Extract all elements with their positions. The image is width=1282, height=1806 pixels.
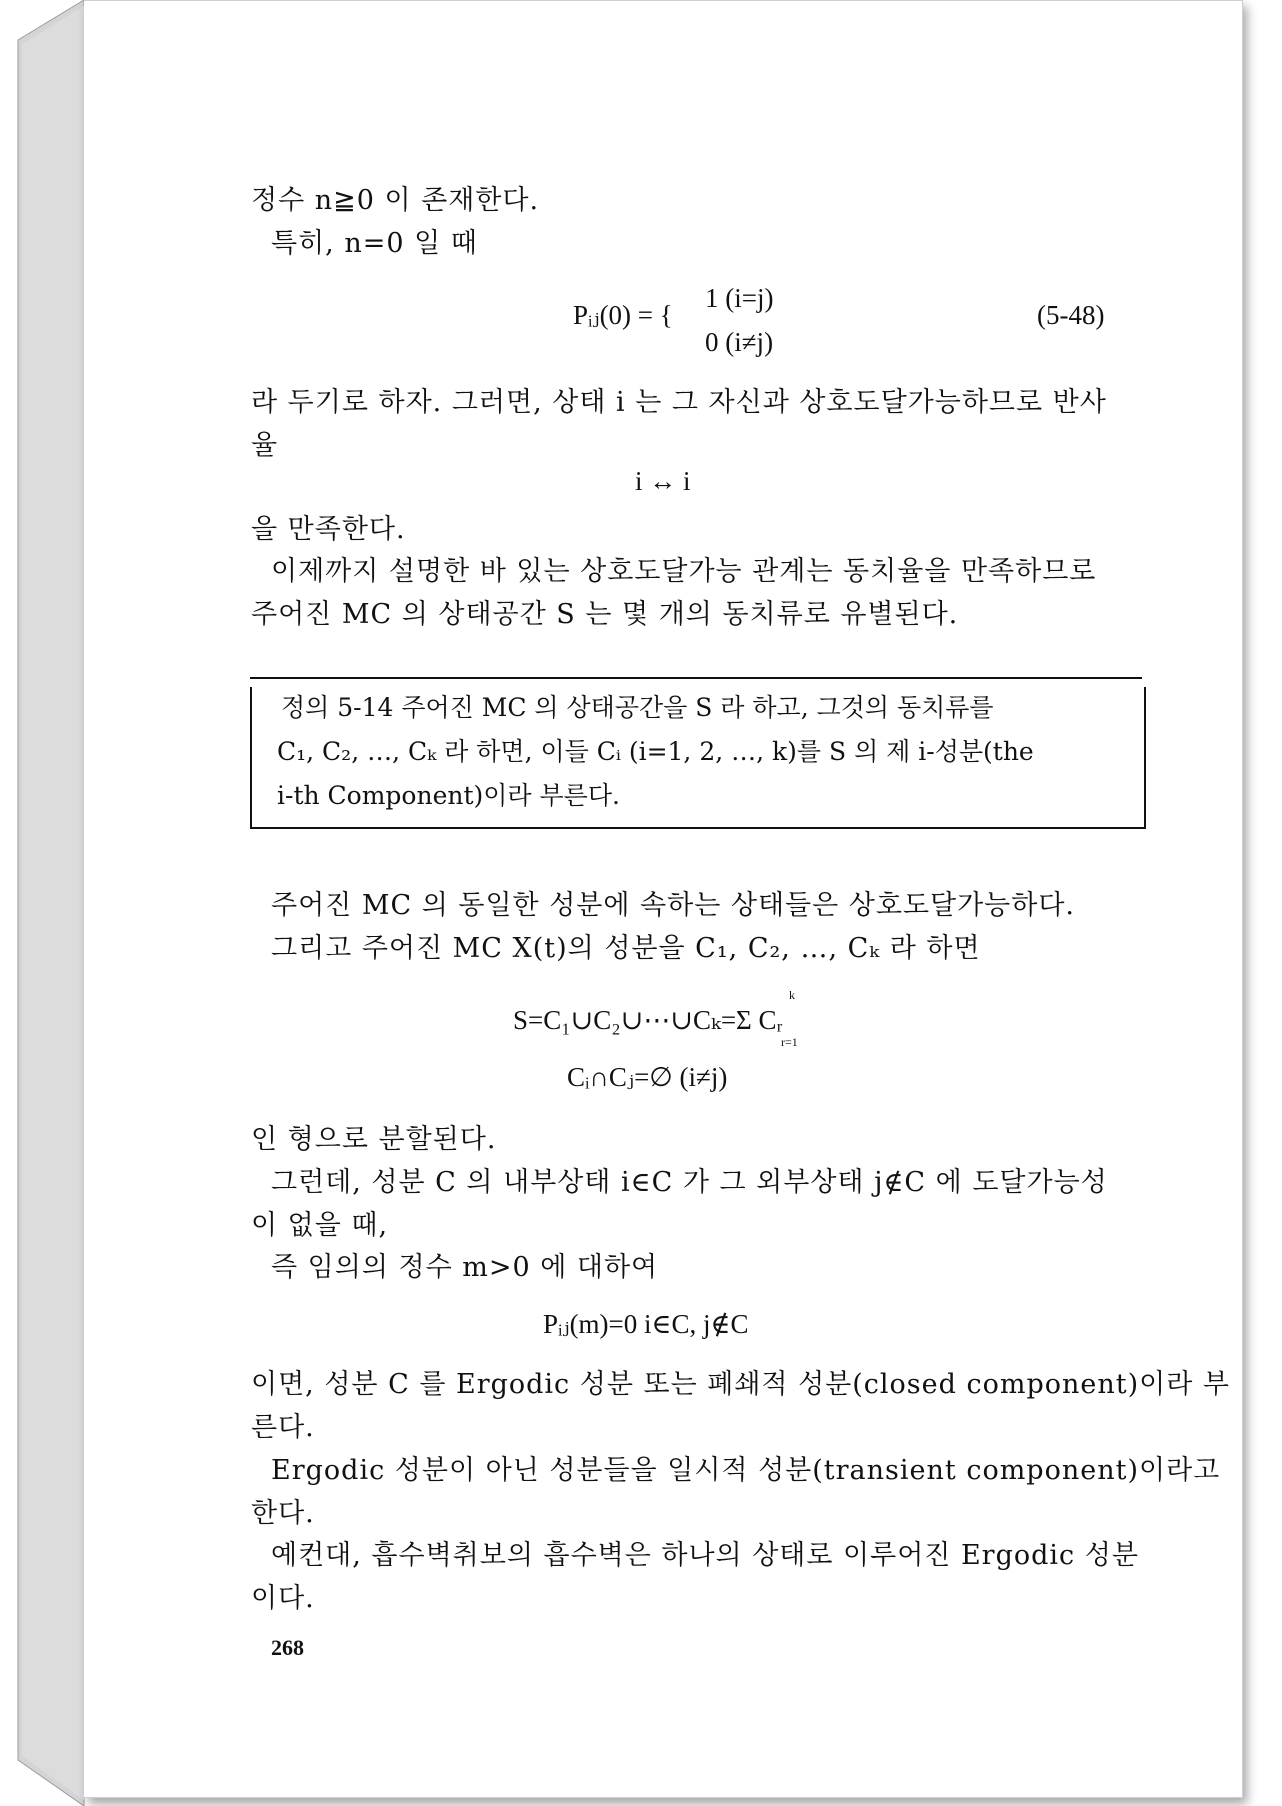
equation-closed-component: Pᵢⱼ(m)=0 i∈C, j∉C [543, 1309, 749, 1339]
text-line-17: 한다. [251, 1498, 315, 1529]
equation-5-48-case-1: 1 (i=j) [705, 283, 774, 313]
definition-box [250, 677, 1142, 829]
equation-disjoint: Cᵢ∩Cⱼ=∅ (i≠j) [567, 1062, 728, 1092]
text-line-10: 인 형으로 분할된다. [251, 1124, 497, 1155]
equation-5-48-lhs: Pᵢⱼ(0) = { [573, 300, 673, 330]
sum-upper-limit: k [789, 988, 795, 1002]
page-number: 268 [271, 1635, 304, 1660]
text-line-6: 이제까지 설명한 바 있는 상호도달가능 관계는 동치율을 만족하므로 [271, 556, 1097, 587]
sum-lower-limit: r=1 [781, 1035, 798, 1049]
text-line-3: 라 두기로 하자. 그러면, 상태 i 는 그 자신과 상호도달가능하므로 반사 [251, 387, 1107, 418]
equation-partition: S=C₁∪C₂∪⋯∪Cₖ=Σ Cᵣ [513, 1005, 783, 1035]
text-line-18: 예컨대, 흡수벽취보의 흡수벽은 하나의 상태로 이루어진 Ergodic 성분 [271, 1540, 1139, 1571]
definition-line-1: 정의 5-14 주어진 MC 의 상태공간을 S 라 하고, 그것의 동치류를 [281, 693, 994, 722]
text-line-14: 이면, 성분 C 를 Ergodic 성분 또는 폐쇄적 성분(closed component)이라 부 [251, 1369, 1230, 1400]
text-line-8: 주어진 MC 의 동일한 성분에 속하는 상태들은 상호도달가능하다. [271, 890, 1076, 921]
text-line-1: 정수 n≧0 이 존재한다. [251, 185, 540, 216]
text-line-7: 주어진 MC 의 상태공간 S 는 몇 개의 동치류로 유별된다. [251, 599, 959, 630]
equation-5-48-case-2: 0 (i≠j) [705, 327, 774, 357]
text-line-13: 즉 임의의 정수 m>0 에 대하여 [271, 1252, 659, 1283]
definition-line-2: C₁, C₂, …, Cₖ 라 하면, 이들 Cᵢ (i=1, 2, …, k)를 S 의 제 i-성분(the [277, 737, 1034, 766]
text-line-5: 을 만족한다. [251, 514, 406, 545]
text-line-9: 그리고 주어진 MC X(t)의 성분을 C₁, C₂, …, Cₖ 라 하면 [271, 933, 981, 964]
text-line-12: 이 없을 때, [251, 1210, 389, 1241]
text-line-15: 른다. [251, 1412, 315, 1443]
text-line-16: Ergodic 성분이 아닌 성분들을 일시적 성분(transient component)이라고 [271, 1455, 1221, 1486]
text-line-4: 율 [251, 430, 279, 461]
text-line-2: 특히, n=0 일 때 [271, 228, 478, 259]
definition-line-3: i-th Component)이라 부른다. [277, 781, 620, 810]
equation-number: (5-48) [1037, 300, 1105, 330]
text-line-11: 그런데, 성분 C 의 내부상태 i∈C 가 그 외부상태 j∉C 에 도달가능성 [271, 1167, 1108, 1198]
equation-reflexive: i ↔ i [635, 466, 691, 496]
text-line-19: 이다. [251, 1583, 315, 1614]
